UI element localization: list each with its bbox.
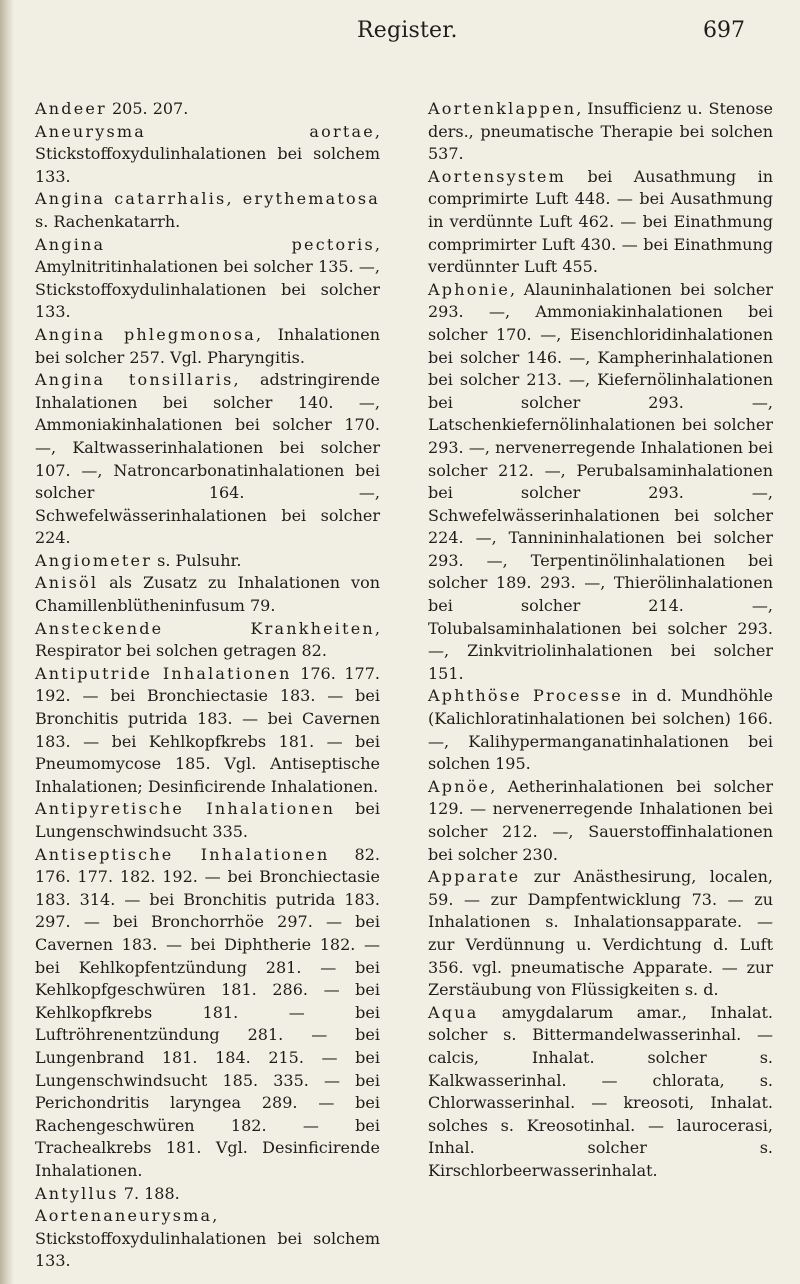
index-keyword: Aphonie [428, 279, 511, 299]
index-entry [35, 121, 380, 189]
index-keyword: Angina catarrhalis, erythematosa [35, 189, 380, 209]
running-title: Register. [357, 18, 458, 43]
left-column [35, 98, 380, 1273]
index-entry [35, 798, 380, 843]
index-references: , Stickstoffoxydulinhalationen bei solchem 133. [35, 121, 380, 186]
index-keyword: Angina tonsillaris [35, 370, 234, 390]
index-keyword: Aneurysma aortae [35, 121, 375, 141]
index-entry [35, 663, 380, 799]
page-binding-shadow [0, 0, 14, 1284]
index-entry [35, 618, 380, 663]
index-keyword: Aortenaneurysma [35, 1206, 213, 1226]
right-column [428, 98, 773, 1183]
index-references: bei Lungenschwindsucht 335. [35, 799, 380, 841]
index-entry [428, 279, 773, 686]
index-entry [428, 685, 773, 775]
page-number: 697 [703, 18, 745, 43]
index-entry [35, 1183, 380, 1206]
index-references: , Stickstoffoxydulinhalationen bei solchem 133. [35, 1206, 380, 1271]
index-entry [428, 866, 773, 1002]
index-entry [35, 98, 380, 121]
index-keyword: Aphthöse Processe [428, 686, 623, 706]
index-references: , Insufficienz u. Stenose ders., pneumatische Therapie bei solchen 537. [428, 99, 773, 164]
index-keyword: Anisöl [35, 573, 99, 593]
index-references: , Aetherinhalationen bei solcher 129. — nervenerregende Inhalationen bei solcher 212. —, Sauerstoffinhalationen bei solcher 230. [428, 776, 773, 864]
index-keyword: Andeer [35, 99, 107, 118]
index-references: s. Rachenkatarrh. [35, 211, 181, 231]
index-keyword: Antyllus [35, 1183, 119, 1203]
index-keyword: Aortenklappen [428, 99, 577, 118]
index-references: s. Pulsuhr. [152, 550, 242, 570]
index-entry [35, 324, 380, 369]
index-references: , Respirator bei solchen getragen 82. [35, 618, 380, 661]
index-entry [428, 166, 773, 279]
index-references: in d. Mundhöhle (Kalichloratinhalationen bei solchen) 166. —, Kalihypermanganatinhalationen bei solchen 195. [428, 686, 773, 774]
index-entry [428, 98, 773, 166]
index-keyword: Angina phlegmonosa [35, 324, 257, 344]
index-entry [35, 369, 380, 550]
index-references: 82. 176. 177. 182. 192. — bei Bronchiectasie 183. 314. — bei Bronchitis putrida 183. 297. — bei Bronchorrhöe 297. — bei Cavernen 183. — bei Diphtherie 182. — bei Kehlkopfentzündung 281. — bei Kehlkopfgeschwüren 181. 286. — bei Kehlkopfkrebs 181. — bei Luftröhrenentzündung 281. — bei Lungenbrand 181. 184. 215. — bei Lungenschwindsucht 185. 335. — bei Perichondritis laryngea 289. — bei Rachengeschwüren 182. — bei Trachealkrebs 181. Vgl. Desinficirende Inhalationen. [35, 844, 380, 1180]
index-references: , Amylnitritinhalationen bei solcher 135. —, Stickstoffoxydulinhalationen bei solcher 133. [35, 234, 380, 322]
index-keyword: Apnöe [428, 776, 491, 796]
index-entry [35, 1205, 380, 1273]
index-references: amygdalarum amar., Inhalat. solcher s. Bittermandelwasserinhal. — calcis, Inhalat. solcher s. Kalkwasserinhal. — chlorata, s. Chlorwasserinhal. — kreosoti, Inhalat. solches s. Kreosotinhal. — laurocerasi, Inhal. solcher s. Kirschlorbeerwasserinhalat. [428, 1002, 773, 1180]
page-header [0, 8, 800, 58]
index-references: 7. 188. [118, 1183, 180, 1203]
index-references: , Inhalationen bei solcher 257. Vgl. Pharyngitis. [35, 324, 380, 367]
index-keyword: Aqua [428, 1002, 479, 1022]
index-references: , Alauninhalationen bei solcher 293. —, Ammoniakinhalationen bei solcher 170. —, Eisenchloridinhalationen bei solcher 146. —, Kampherinhalationen bei solcher 213. —, Kiefernölinhalationen bei solcher 293. —, Latschenkiefernölinhalationen bei solcher 293. —, nervenerregende Inhalationen bei solcher 212. —, Perubalsaminhalationen bei solcher 293. —, Schwefelwässerinhalationen bei solcher 224. —, Tannininhalationen bei solcher 293. —, Terpentinölinhalationen bei solcher 189. 293. —, Thierölinhalationen bei solcher 214. —, Tolubalsaminhalationen bei solcher 293. —, Zinkvitriolinhalationen bei solcher 151. [428, 279, 773, 683]
index-keyword: Angiometer [35, 550, 153, 570]
index-references: , adstringirende Inhalationen bei solcher 140. —, Ammoniakinhalationen bei solcher 170. —, Kaltwasserinhalationen bei solcher 107. —, Natroncarbonatinhalationen bei solcher 164. —, Schwefelwässerinhalationen bei solcher 224. [35, 370, 380, 548]
index-keyword: Apparate [428, 867, 521, 887]
index-keyword: Ansteckende Krankheiten [35, 618, 375, 638]
index-keyword: Antipyretische Inhalationen [35, 799, 336, 819]
index-keyword: Angina pectoris [35, 234, 375, 254]
index-keyword: Aortensystem [428, 166, 566, 186]
index-references: zur Anästhesirung, localen, 59. — zur Dampfentwicklung 73. — zu Inhalationen s. Inhalationsapparate. — zur Verdünnung u. Verdichtung d. Luft 356. vgl. pneumatische Apparate. — zur Zerstäubung von Flüssigkeiten s. d. [428, 867, 773, 1000]
index-references: als Zusatz zu Inhalationen von Chamillenblütheninfusum 79. [35, 573, 380, 616]
index-entry [35, 844, 380, 1183]
index-entry [35, 234, 380, 324]
index-references: 205. 207. [106, 99, 189, 118]
index-entry [35, 188, 380, 233]
index-references: 176. 177. 192. — bei Bronchiectasie 183. — bei Bronchitis putrida 183. — bei Cavernen 183. — bei Kehlkopfkrebs 181. — bei Pneumomycose 185. Vgl. Antiseptische Inhalationen; Desinficirende Inhalationen. [35, 663, 380, 796]
index-keyword: Antiputride Inhalationen [35, 663, 292, 683]
index-keyword: Antiseptische Inhalationen [35, 844, 330, 864]
index-entry [35, 572, 380, 617]
index-entry [428, 776, 773, 866]
index-entry [428, 1002, 773, 1183]
index-references: bei Ausathmung in comprimirte Luft 448. — bei Ausathmung in verdünnte Luft 462. — bei Einathmung comprimirter Luft 430. — bei Einathmung verdünnter Luft 455. [428, 166, 773, 277]
index-entry [35, 550, 380, 573]
